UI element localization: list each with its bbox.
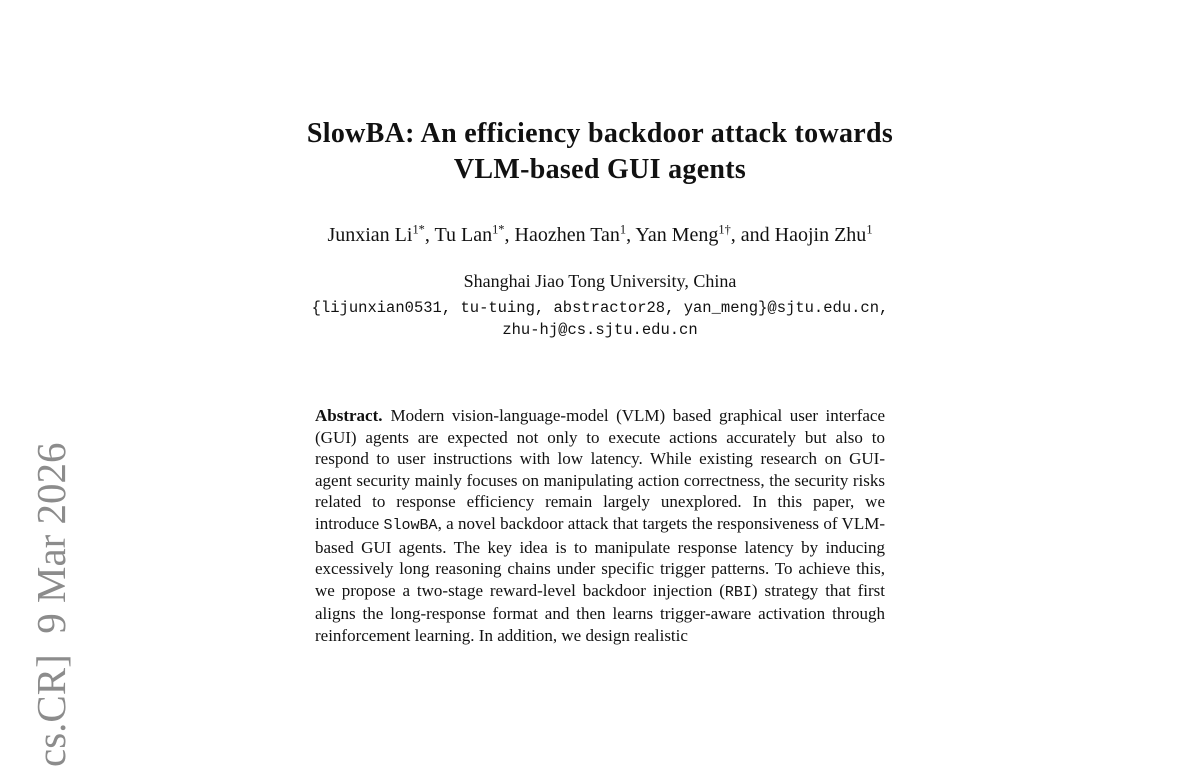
abstract-label: Abstract. (315, 406, 383, 425)
author-separator: , (626, 224, 636, 246)
paper-content (0, 116, 1200, 647)
email-block (0, 297, 1200, 341)
abstract-body: Modern vision-language-model (VLM) based graphical user interface (GUI) agents are expected not only to execute actions accurately but also to respond to user instructions with low latency. While existing research on GUI-agent security mainly focuses on manipulating action correctness, the security risks related to response efficiency remain largely unexplored. In this paper, we introduce SlowBA, a novel backdoor attack that targets the responsiveness of VLM-based GUI agents. The key idea is to manipulate response latency by inducing excessively long reasoning chains under specific trigger patterns. To achieve this, we propose a two-stage reward-level backdoor injection (RBI) strategy that first aligns the long-response format and then learns trigger-aware activation through reinforcement learning. In addition, we design realistic (315, 406, 885, 645)
author-superscript: 1† (718, 222, 731, 237)
email-line-1: {lijunxian0531, tu-tuing, abstractor28, yan_meng}@sjtu.edu.cn, (311, 299, 889, 317)
author-superscript: 1 (866, 222, 873, 237)
email-line-2: zhu-hj@cs.sjtu.edu.cn (502, 321, 698, 339)
paper-title (0, 116, 1200, 188)
paper-title-line-1: SlowBA: An efficiency backdoor attack towards (306, 118, 894, 149)
author-separator: , and (730, 224, 775, 246)
paper-page (0, 116, 1200, 767)
author-name: Junxian Li (327, 224, 413, 246)
author-superscript: 1* (492, 222, 505, 237)
author-superscript: 1* (412, 222, 425, 237)
author-name: Tu Lan (434, 224, 493, 246)
paper-title-line-2: VLM-based GUI agents (453, 154, 747, 185)
author-name: Haozhen Tan (514, 224, 620, 246)
author-name: Haojin Zhu (774, 224, 867, 246)
arxiv-stamp: cs.CR] 9 Mar 2026 (28, 442, 74, 767)
abstract (315, 405, 885, 647)
author-name: Yan Meng (635, 224, 719, 246)
author-separator: , (424, 224, 435, 246)
author-line (0, 224, 1200, 247)
author-separator: , (504, 224, 515, 246)
author-superscript: 1 (619, 222, 627, 237)
affiliation: Shanghai Jiao Tong University, China (463, 271, 737, 291)
